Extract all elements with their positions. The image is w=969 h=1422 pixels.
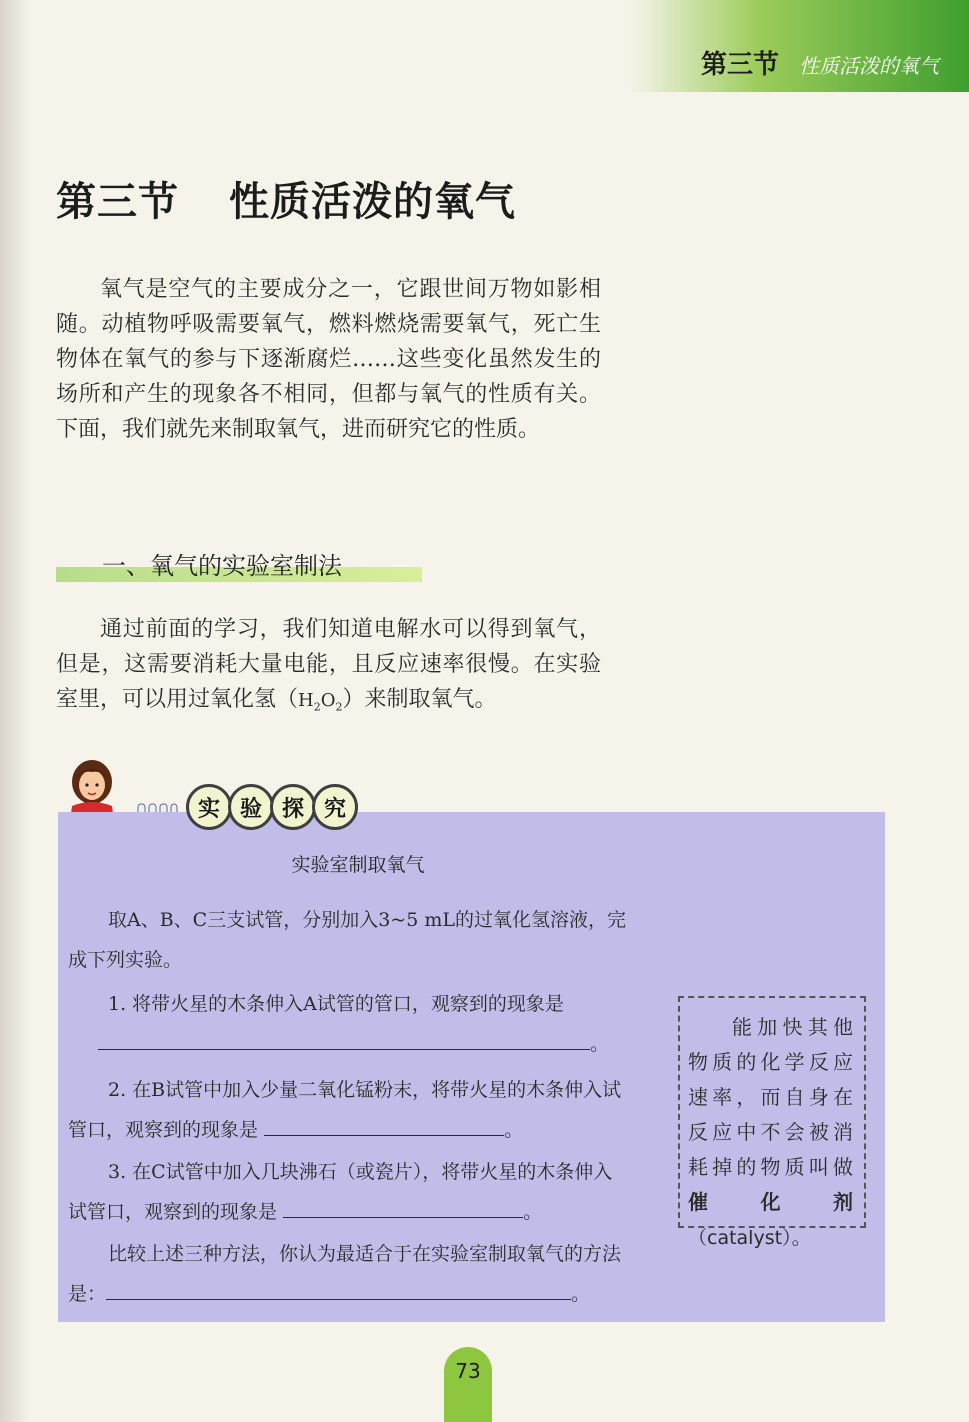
question-3-text: 3. 在C试管中加入几块沸石（或瓷片），将带火星的木条伸入试管口，观察到的现象是 bbox=[68, 1161, 613, 1223]
section-heading bbox=[56, 542, 422, 584]
section-paragraph-text: 通过前面的学习，我们知道电解水可以得到氧气，但是，这需要消耗大量电能，且反应速率很慢。在实验室里，可以用过氧化氢（ bbox=[56, 617, 601, 712]
experiment-question-1: 1. 将带火星的木条伸入A试管的管口，观察到的现象是 。 bbox=[68, 984, 628, 1064]
page-number: 73 bbox=[444, 1347, 492, 1395]
experiment-intro: 取A、B、C三支试管，分别加入3~5 mL的过氧化氢溶液，完成下列实验。 bbox=[68, 909, 626, 971]
running-header bbox=[630, 0, 969, 92]
catalyst-note: 能加快其他物质的化学反应速率，而自身在反应中不会被消耗掉的物质叫做催化剂（catalyst）。 bbox=[678, 996, 866, 1228]
note-term: 催化剂 bbox=[688, 1190, 856, 1214]
header-section-label: 第三节 bbox=[700, 50, 779, 80]
note-english: （catalyst） bbox=[688, 1227, 792, 1249]
intro-paragraph: 氧气是空气的主要成分之一，它跟世间万物如影相随。动植物呼吸需要氧气，燃料燃烧需要氧气，死亡生物体在氧气的参与下逐渐腐烂……这些变化虽然发生的场所和产生的现象各不相同，但都与氧气的性质有关。下面，我们就先来制取氧气，进而研究它的性质。 bbox=[56, 277, 601, 442]
note-text: 能加快其他物质的化学反应速率，而自身在反应中不会被消耗掉的物质叫做 bbox=[688, 1015, 856, 1179]
formula-h2o2: $H_2O_2$ bbox=[298, 690, 343, 714]
answer-blank-2[interactable] bbox=[264, 1113, 504, 1136]
badge-char: 实 bbox=[186, 784, 232, 830]
experiment-question-4: 比较上述三种方法，你认为最适合于在实验室制取氧气的方法是： 。 bbox=[68, 1243, 622, 1305]
section-paragraph bbox=[56, 612, 601, 725]
experiment-question-2: 2. 在B试管中加入少量二氧化锰粉末，将带火星的木条伸入试管口，观察到的现象是 。 bbox=[68, 1079, 622, 1141]
experiment-badge bbox=[186, 784, 354, 830]
experiment-title: 实验室制取氧气 bbox=[291, 854, 425, 876]
section-heading-text: 一、氧气的实验室制法 bbox=[102, 552, 342, 580]
header-subtitle: 性质活泼的氧气 bbox=[799, 54, 939, 78]
badge-char: 究 bbox=[312, 784, 358, 830]
badge-char: 探 bbox=[270, 784, 316, 830]
answer-blank-3[interactable] bbox=[283, 1195, 523, 1218]
answer-blank-4[interactable] bbox=[106, 1277, 571, 1300]
answer-blank-1[interactable] bbox=[98, 1027, 590, 1050]
page-title-topic: 性质活泼的氧气 bbox=[229, 179, 516, 225]
experiment-question-3: 3. 在C试管中加入几块沸石（或瓷片），将带火星的木条伸入试管口，观察到的现象是 。 bbox=[68, 1161, 613, 1223]
question-4-text: 比较上述三种方法，你认为最适合于在实验室制取氧气的方法是： bbox=[68, 1243, 622, 1305]
page-spine-shadow bbox=[0, 0, 30, 1422]
running-header-text bbox=[701, 44, 939, 81]
question-1-text: 1. 将带火星的木条伸入A试管的管口，观察到的现象是 bbox=[108, 993, 564, 1015]
question-2-text: 2. 在B试管中加入少量二氧化锰粉末，将带火星的木条伸入试管口，观察到的现象是 bbox=[68, 1079, 622, 1141]
page-title-section: 第三节 bbox=[56, 179, 179, 225]
page-title bbox=[56, 170, 516, 227]
section-paragraph-tail: ）来制取氧气。 bbox=[342, 687, 497, 712]
badge-char: 验 bbox=[228, 784, 274, 830]
